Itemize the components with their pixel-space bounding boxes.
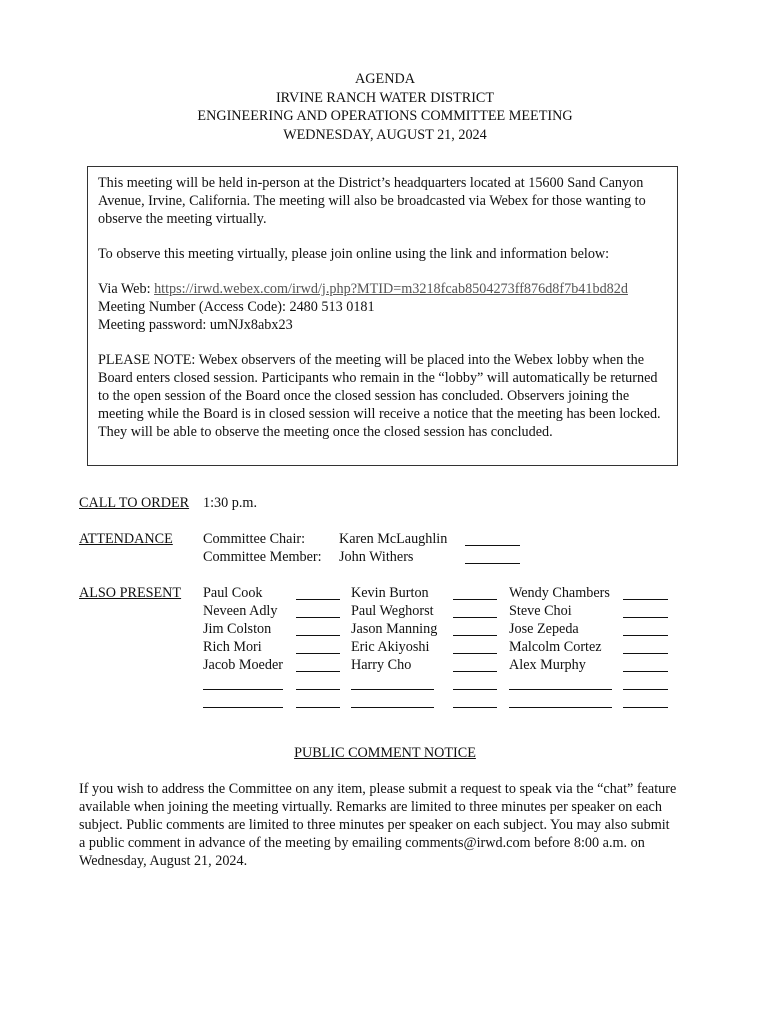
attendee-name: Steve Choi bbox=[509, 603, 572, 619]
member-signature-line bbox=[465, 563, 520, 564]
attendee-name: Neveen Adly bbox=[203, 603, 278, 619]
chair-signature-line bbox=[465, 545, 520, 546]
attendee-name: Paul Cook bbox=[203, 585, 263, 601]
district-name: IRVINE RANCH WATER DISTRICT bbox=[275, 89, 495, 106]
also-present-label: ALSO PRESENT bbox=[79, 585, 182, 601]
attendance-label: ATTENDANCE bbox=[79, 531, 173, 547]
webex-link-line bbox=[98, 280, 667, 298]
public-comment-heading: PUBLIC COMMENT NOTICE bbox=[294, 745, 476, 761]
attendee-name: Harry Cho bbox=[351, 657, 412, 673]
please-note-paragraph: PLEASE NOTE: Webex observers of the meeting will be placed into the Webex lobby when the Board enters closed session. Participants who remain in the “lobby” will automatically be returned to the open session of the Board once the closed session has concluded. Observers joining the meeting while the Board is in closed session will receive a notice that the meeting has been locked. They will be able to observe the meeting once the closed session has concluded. bbox=[98, 352, 661, 440]
webex-info bbox=[98, 280, 667, 334]
attendee-name: Kevin Burton bbox=[351, 585, 429, 601]
attendee-name: Jose Zepeda bbox=[509, 621, 579, 637]
attendee-name: Jason Manning bbox=[351, 621, 438, 637]
public-comment-body: If you wish to address the Committee on any item, please submit a request to speak via the “chat” feature available when joining the meeting virtually. Remarks are limited to three minutes per speaker on each subject. Public comments are limited to three minutes per speaker on each subject. You may also submit a public comment in advance of the meeting by emailing comments@irwd.com before 8:00 a.m. on Wednesday, August 21, 2024. bbox=[79, 781, 677, 869]
virtual-meeting-notice bbox=[87, 166, 678, 466]
chair-name: Karen McLaughlin bbox=[339, 531, 448, 547]
member-role: Committee Member: bbox=[203, 549, 322, 565]
meeting-name: ENGINEERING AND OPERATIONS COMMITTEE MEETING bbox=[197, 108, 573, 124]
meeting-number: Meeting Number (Access Code): 2480 513 0181 bbox=[98, 299, 375, 315]
attendee-name: Alex Murphy bbox=[509, 657, 586, 673]
attendee-name: Rich Mori bbox=[203, 639, 262, 655]
member-name: John Withers bbox=[339, 549, 414, 565]
attendee-name: Wendy Chambers bbox=[509, 585, 610, 601]
attendee-name: Eric Akiyoshi bbox=[351, 639, 430, 655]
call-to-order-time: 1:30 p.m. bbox=[203, 495, 257, 511]
attendee-name: Malcolm Cortez bbox=[509, 639, 602, 655]
public-comment-title bbox=[0, 744, 770, 762]
web-label: Via Web: bbox=[98, 281, 155, 297]
attendee-name: Jim Colston bbox=[203, 621, 272, 637]
chair-role: Committee Chair: bbox=[203, 531, 306, 547]
attendee-name: Jacob Moeder bbox=[203, 657, 283, 673]
meeting-password: Meeting password: umNJx8abx23 bbox=[98, 317, 293, 333]
meeting-date: WEDNESDAY, AUGUST 21, 2024 bbox=[283, 126, 487, 143]
in-person-paragraph: This meeting will be held in-person at the District’s headquarters located at 15600 Sand Canyon Avenue, Irvine, California. The meeting will also be broadcasted via Webex for those wanting to observe the meeting virtually. bbox=[98, 175, 646, 227]
attendee-name: Paul Weghorst bbox=[351, 603, 434, 619]
agenda-header bbox=[0, 70, 770, 144]
call-to-order-label: CALL TO ORDER bbox=[79, 495, 190, 511]
observe-paragraph: To observe this meeting virtually, please join online using the link and information below: bbox=[98, 246, 610, 262]
webex-link[interactable]: https://irwd.webex.com/irwd/j.php?MTID=m3218fcab8504273ff876d8f7b41bd82d bbox=[154, 281, 628, 297]
agenda-title: AGENDA bbox=[355, 71, 415, 87]
